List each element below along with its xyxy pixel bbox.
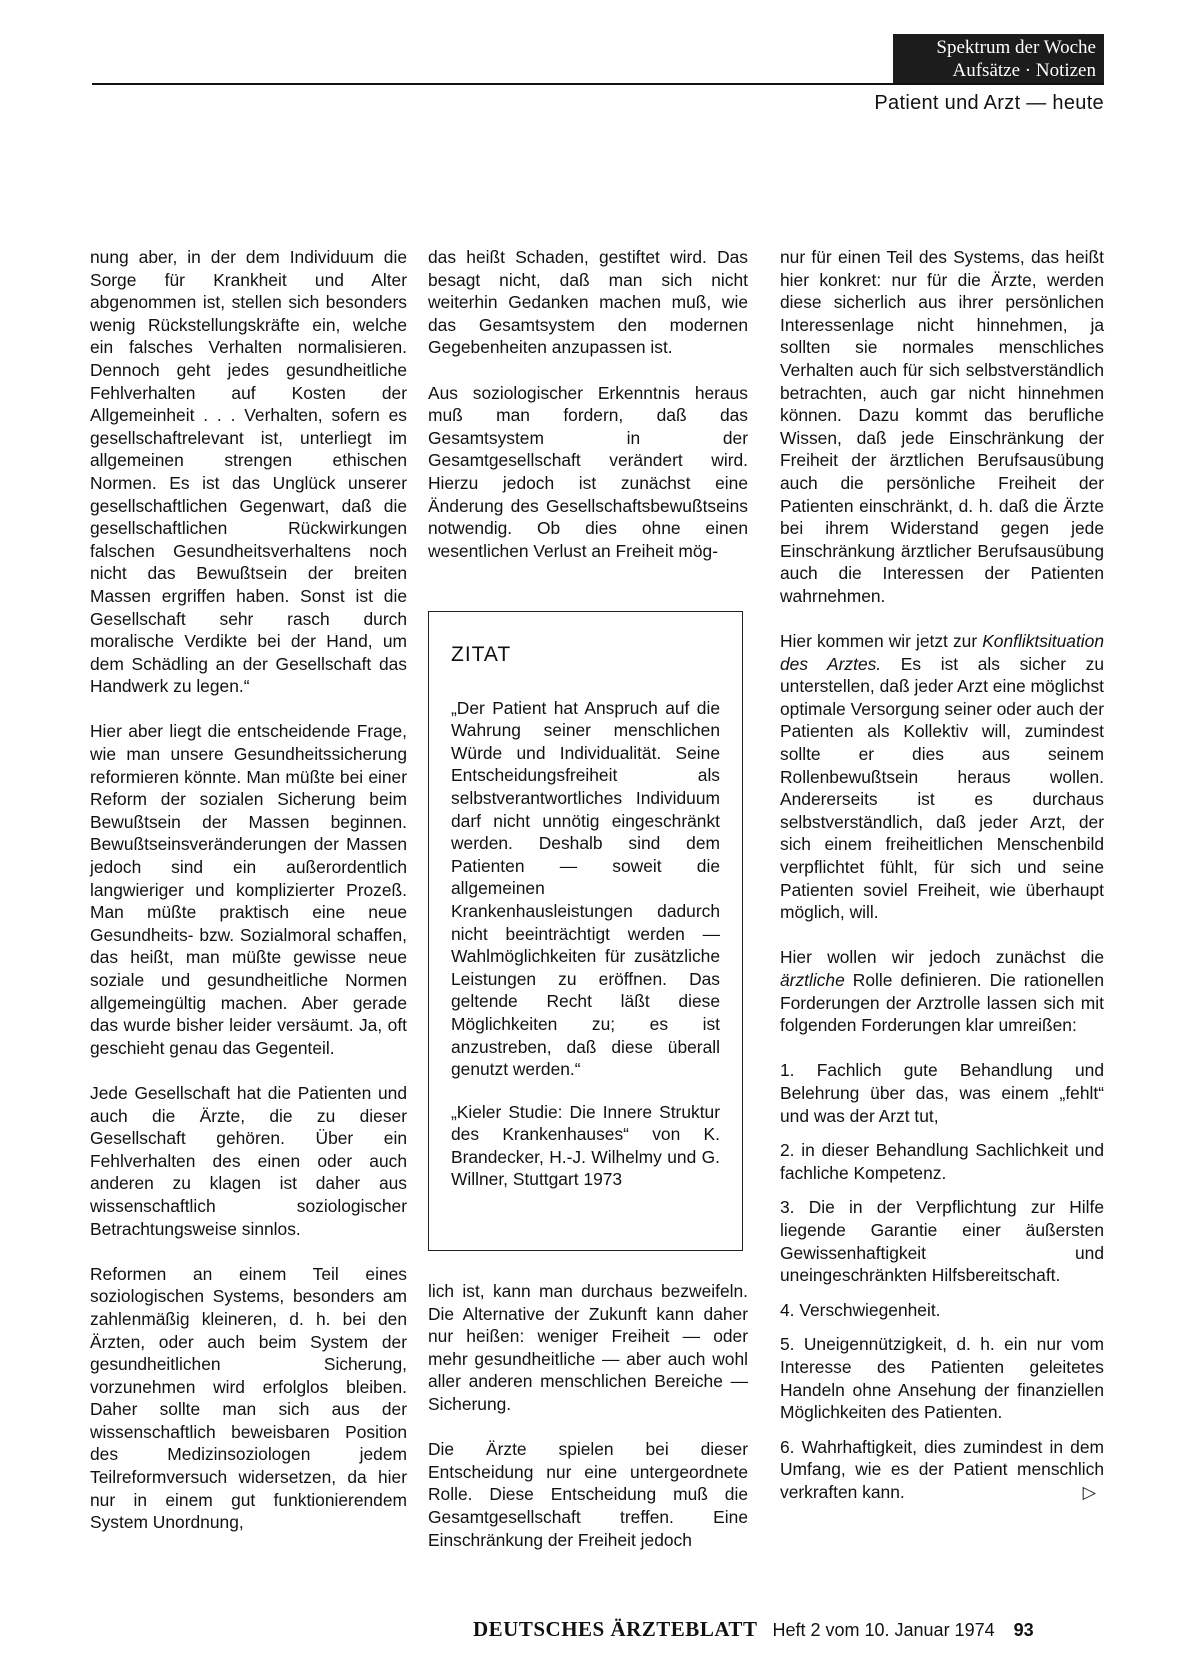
quote-text: „Der Patient hat Anspruch auf die Wahrung seiner menschlichen Würde und Individualität. Seine Entscheidungsfreiheit als selbstverantwortliches Individuum darf nicht unnötig eingeschränkt werden. Deshalb sind dem Patienten — soweit die allgemeinen Krankenhausleistungen dadurch nicht beeinträchtigt werden — Wahlmöglichkeiten für zusätzliche Leistungen zu eröffnen. Das geltende Recht läßt diese Möglichkeiten zu; es ist anzustreben, daß diese überall genutzt werden.“	[451, 697, 720, 1080]
list-item-text: 6. Wahrhaftigkeit, dies zumindest in dem Umfang, wie es der Patient menschlich verkraften kann.	[780, 1436, 1104, 1502]
list-item: 2. in dieser Behandlung Sachlichkeit und fachliche Kompetenz.	[780, 1140, 1104, 1183]
text-run: Es ist als sicher zu unterstellen, daß jeder Arzt eine möglichst optimale Versorgung seiner oder auch der Patienten als Kollektiv will, zumindest sollte er dies aus seinem Rollenbewußtsein heraus wollen. Andererseits ist es durchaus selbstverständlich, daß jeder Arzt, der sich einem freiheitlichen Menschenbild verpflichtet fühlt, für sich und seine Patienten soviel Freiheit, wie überhaupt möglich, will.	[780, 653, 1104, 923]
paragraph: das heißt Schaden, gestiftet wird. Das besagt nicht, daß man sich nicht weiterhin Gedanken machen muß, wie das Gesamtsystem den modernen Gegebenheiten anzupassen ist.	[428, 247, 748, 358]
paragraph: Reformen an einem Teil eines soziologischen Systems, besonders am zahlenmäßig kleineren, d. h. bei den Ärzten, oder auch beim System der gesundheitlichen Sicherung, vorzunehmen wird erfolglos bleiben. Daher sollte man sich aus der wissenschaftlich beweisbaren Position des Medizinsoziologen jedem Teilreformversuch widersetzen, da hier nur in einem gut funktionierendem System Unordnung,	[90, 1263, 407, 1533]
column-1	[90, 246, 407, 1556]
paragraph: nur für einen Teil des Systems, das heißt hier konkret: nur für die Ärzte, werden diese sicherlich aus ihrer persönlichen Interessenlage nicht hinnehmen, ja sollten sie normales menschliches Verhalten auch für sich selbstverständlich betrachten, auch gar nicht hinnehmen können. Dazu kommt das berufliche Wissen, daß jede Einschränkung der Freiheit der ärztlichen Berufsausübung auch die persönliche Freiheit der Patienten einschränkt, d. h. daß die Ärzte bei ihrem Widerstand gegen jede Einschränkung ärztlicher Berufsausübung auch die Interessen der Patienten wahrnehmen.	[780, 247, 1104, 606]
continue-arrow-icon: ▷	[1082, 1481, 1096, 1502]
paragraph: Die Ärzte spielen bei dieser Entscheidung nur eine untergeordnete Rolle. Diese Entscheidung muß die Gesamtgesellschaft treffen. Eine Einschränkung der Freiheit jedoch	[428, 1439, 748, 1550]
magazine-name: DEUTSCHES ÄRZTEBLATT	[473, 1617, 758, 1641]
column-2-bottom	[428, 1280, 748, 1574]
list-item: 4. Verschwiegenheit.	[780, 1299, 941, 1320]
paragraph: Hier aber liegt die entscheidende Frage, wie man unsere Gesundheitssicherung reformieren könnte. Man müßte bei einer Reform der sozialen Sicherung beim Bewußtsein der Massen beginnen. Bewußtseinsveränderungen der Massen jedoch sind ein außerordentlich langwieriger und komplizierter Prozeß. Man müßte praktisch eine neue Gesundheits- bzw. Sozialmoral schaffen, das heißt, man müßte gewisse neue soziale und gesundheitliche Normen allgemeingültig machen. Aber gerade das wurde bisher leider versäumt. Ja, oft geschieht genau das Gegenteil.	[90, 721, 407, 1058]
list-item	[780, 1436, 1104, 1504]
quote-box	[428, 611, 743, 1251]
quote-source: „Kieler Studie: Die Innere Struktur des Krankenhauses“ von K. Brandecker, H.-J. Wilhelmy und G. Willner, Stuttgart 1973	[451, 1101, 720, 1190]
column-2-top	[428, 246, 748, 585]
paragraph: nung aber, in der dem Individuum die Sorge für Krankheit und Alter abgenommen ist, stellen sich besonders wenig Rückstellungskräfte ein, welche ein falsches Verhalten normalisieren. Dennoch geht jedes gesundheitliche Fehlverhalten auf Kosten der Allgemeinheit . . . Verhalten, sofern es gesellschaftrelevant ist, unterliegt im allgemeinen strengen ethischen Normen. Es ist das Unglück unserer gesellschaftlichen Gegenwart, daß die gesellschaftlichen Rückwirkungen falschen Gesundheitsverhaltens noch nicht das Bewußtsein der breiten Massen ergriffen haben. Sonst ist die Gesellschaft sehr rasch durch moralische Verdikte bei der Hand, um dem Schädling an der Gesellschaft das Handwerk zu legen.“	[90, 247, 407, 697]
emphasis: Konfliktsituation des Arztes.	[780, 631, 1104, 674]
section-badge	[893, 34, 1104, 84]
text-run: Hier wollen wir jedoch zunächst die	[780, 947, 1104, 968]
paragraph: Jede Gesellschaft hat die Patienten und auch die Ärzte, die zu dieser Gesellschaft gehören. Über ein Fehlverhalten des einen oder auch anderen zu klagen ist daher aus wissenschaftlich soziologischer Betrachtungsweise sinnlos.	[90, 1082, 407, 1239]
paragraph	[780, 630, 1104, 924]
paragraph: Aus soziologischer Erkenntnis heraus muß man fordern, daß das Gesamtsystem in der Gesamtgesellschaft verändert wird. Hierzu jedoch ist zunächst eine Änderung des Gesellschaftsbewußtseins notwendig. Ob dies ohne einen wesentlichen Verlust an Freiheit mög-	[428, 382, 748, 561]
text-run: Hier kommen wir jetzt zur	[780, 631, 983, 652]
paragraph	[780, 946, 1104, 1036]
badge-line-1: Spektrum der Woche	[936, 37, 1096, 58]
issue-info: Heft 2 vom 10. Januar 1974	[772, 1620, 995, 1640]
emphasis: ärztliche	[780, 970, 845, 990]
header-rule	[92, 83, 1104, 85]
page-footer	[473, 1617, 1034, 1642]
badge-line-2: Aufsätze · Notizen	[952, 60, 1096, 81]
paragraph: lich ist, kann man durchaus bezweifeln. Die Alternative der Zukunft kann daher nur heißen: weniger Freiheit — oder mehr gesundheitliche — aber auch wohl aller anderen menschlichen Bereiche — Sicherung.	[428, 1281, 748, 1414]
column-3	[780, 246, 1104, 1515]
list-item: 1. Fachlich gute Behandlung und Belehrung über das, was einem „fehlt“ und was der Arzt tut,	[780, 1060, 1104, 1126]
list-item: 5. Uneigennützigkeit, d. h. ein nur vom Interesse des Patienten geleitetes Handeln ohne Ansehung der finanziellen Möglichkeiten des Patienten.	[780, 1334, 1104, 1423]
page-number: 93	[1013, 1620, 1034, 1640]
text-run: Rolle definieren. Die rationellen Forderungen der Arztrolle lassen sich mit folgenden Forderungen klar umreißen:	[780, 970, 1104, 1036]
quote-label: ZITAT	[451, 643, 512, 666]
list-item: 3. Die in der Verpflichtung zur Hilfe liegende Garantie einer äußersten Gewissenhaftigkeit und uneingeschränkten Hilfsbereitschaft.	[780, 1197, 1104, 1286]
running-title: Patient und Arzt — heute	[874, 92, 1104, 114]
